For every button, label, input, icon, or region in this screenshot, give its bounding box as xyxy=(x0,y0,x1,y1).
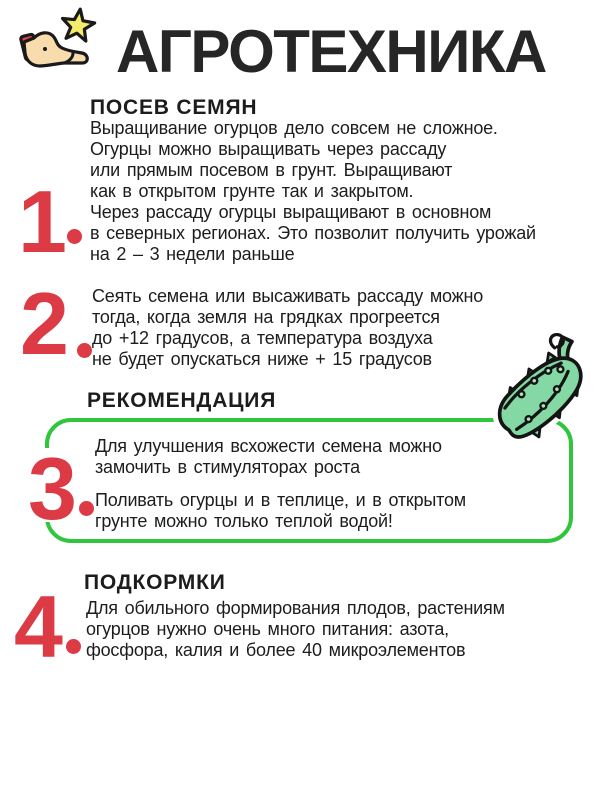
section-number-3-dot xyxy=(79,501,94,516)
recommendation-tip-2 xyxy=(95,490,466,532)
text-line: Для улучшения всхожести семена можно xyxy=(95,436,442,456)
page-title: АГРОТЕХНИКА xyxy=(116,18,546,85)
text-line: Поливать огурцы и в теплице, и в открытом xyxy=(95,490,466,510)
text-line: тогда, когда земля на грядках прогреется xyxy=(92,307,440,327)
text-line: не будет опускаться ниже + 15 градусов xyxy=(92,349,432,369)
section-heading-recommendation: РЕКОМЕНДАЦИЯ xyxy=(87,389,277,412)
text-line: грунте можно только теплой водой! xyxy=(95,511,393,531)
text-line: замочить в стимуляторах роста xyxy=(95,457,360,477)
section-number-1: 1 xyxy=(18,172,67,271)
text-line: огурцов нужно очень много питания: азота, xyxy=(86,619,449,639)
text-line: Выращивание огурцов дело совсем не сложное. xyxy=(90,118,498,138)
text-line: Сеять семена или высаживать рассаду можно xyxy=(92,286,484,306)
text-line: фосфора, калия и более 40 микроэлементов xyxy=(86,640,466,660)
text-line: на 2 – 3 недели раньше xyxy=(90,244,295,264)
section-text-sowing xyxy=(90,118,536,265)
section-heading-sowing: ПОСЕВ СЕМЯН xyxy=(90,96,258,119)
recommendation-tip-1 xyxy=(95,436,442,478)
hand-icon xyxy=(20,33,87,66)
text-line: как в открытом грунте так и закрытом. xyxy=(90,181,414,201)
text-line: Для обильного формирования плодов, растениям xyxy=(86,598,505,618)
section-number-2: 2 xyxy=(20,274,69,373)
section-number-1-dot xyxy=(67,229,82,244)
section-text-timing xyxy=(92,286,483,370)
text-line: или прямым посевом в грунт. Выращивают xyxy=(90,160,453,180)
section-number-3: 3 xyxy=(28,439,77,538)
section-text-feeding xyxy=(86,598,505,661)
text-line: Огурцы можно выращивать через рассаду xyxy=(90,139,447,159)
text-line: Через рассаду огурцы выращивают в основном xyxy=(90,202,492,222)
section-number-2-dot xyxy=(77,343,92,358)
cucumber-icon xyxy=(482,334,600,454)
section-number-4: 4 xyxy=(14,577,63,676)
text-line: в северных регионах. Это позволит получить урожай xyxy=(90,223,536,243)
text-line: до +12 градусов, а температура воздуха xyxy=(92,328,433,348)
star-icon xyxy=(60,7,96,42)
section-heading-feeding: ПОДКОРМКИ xyxy=(84,571,226,594)
section-number-4-dot xyxy=(66,639,81,654)
hand-offering-star-icon xyxy=(0,0,100,82)
